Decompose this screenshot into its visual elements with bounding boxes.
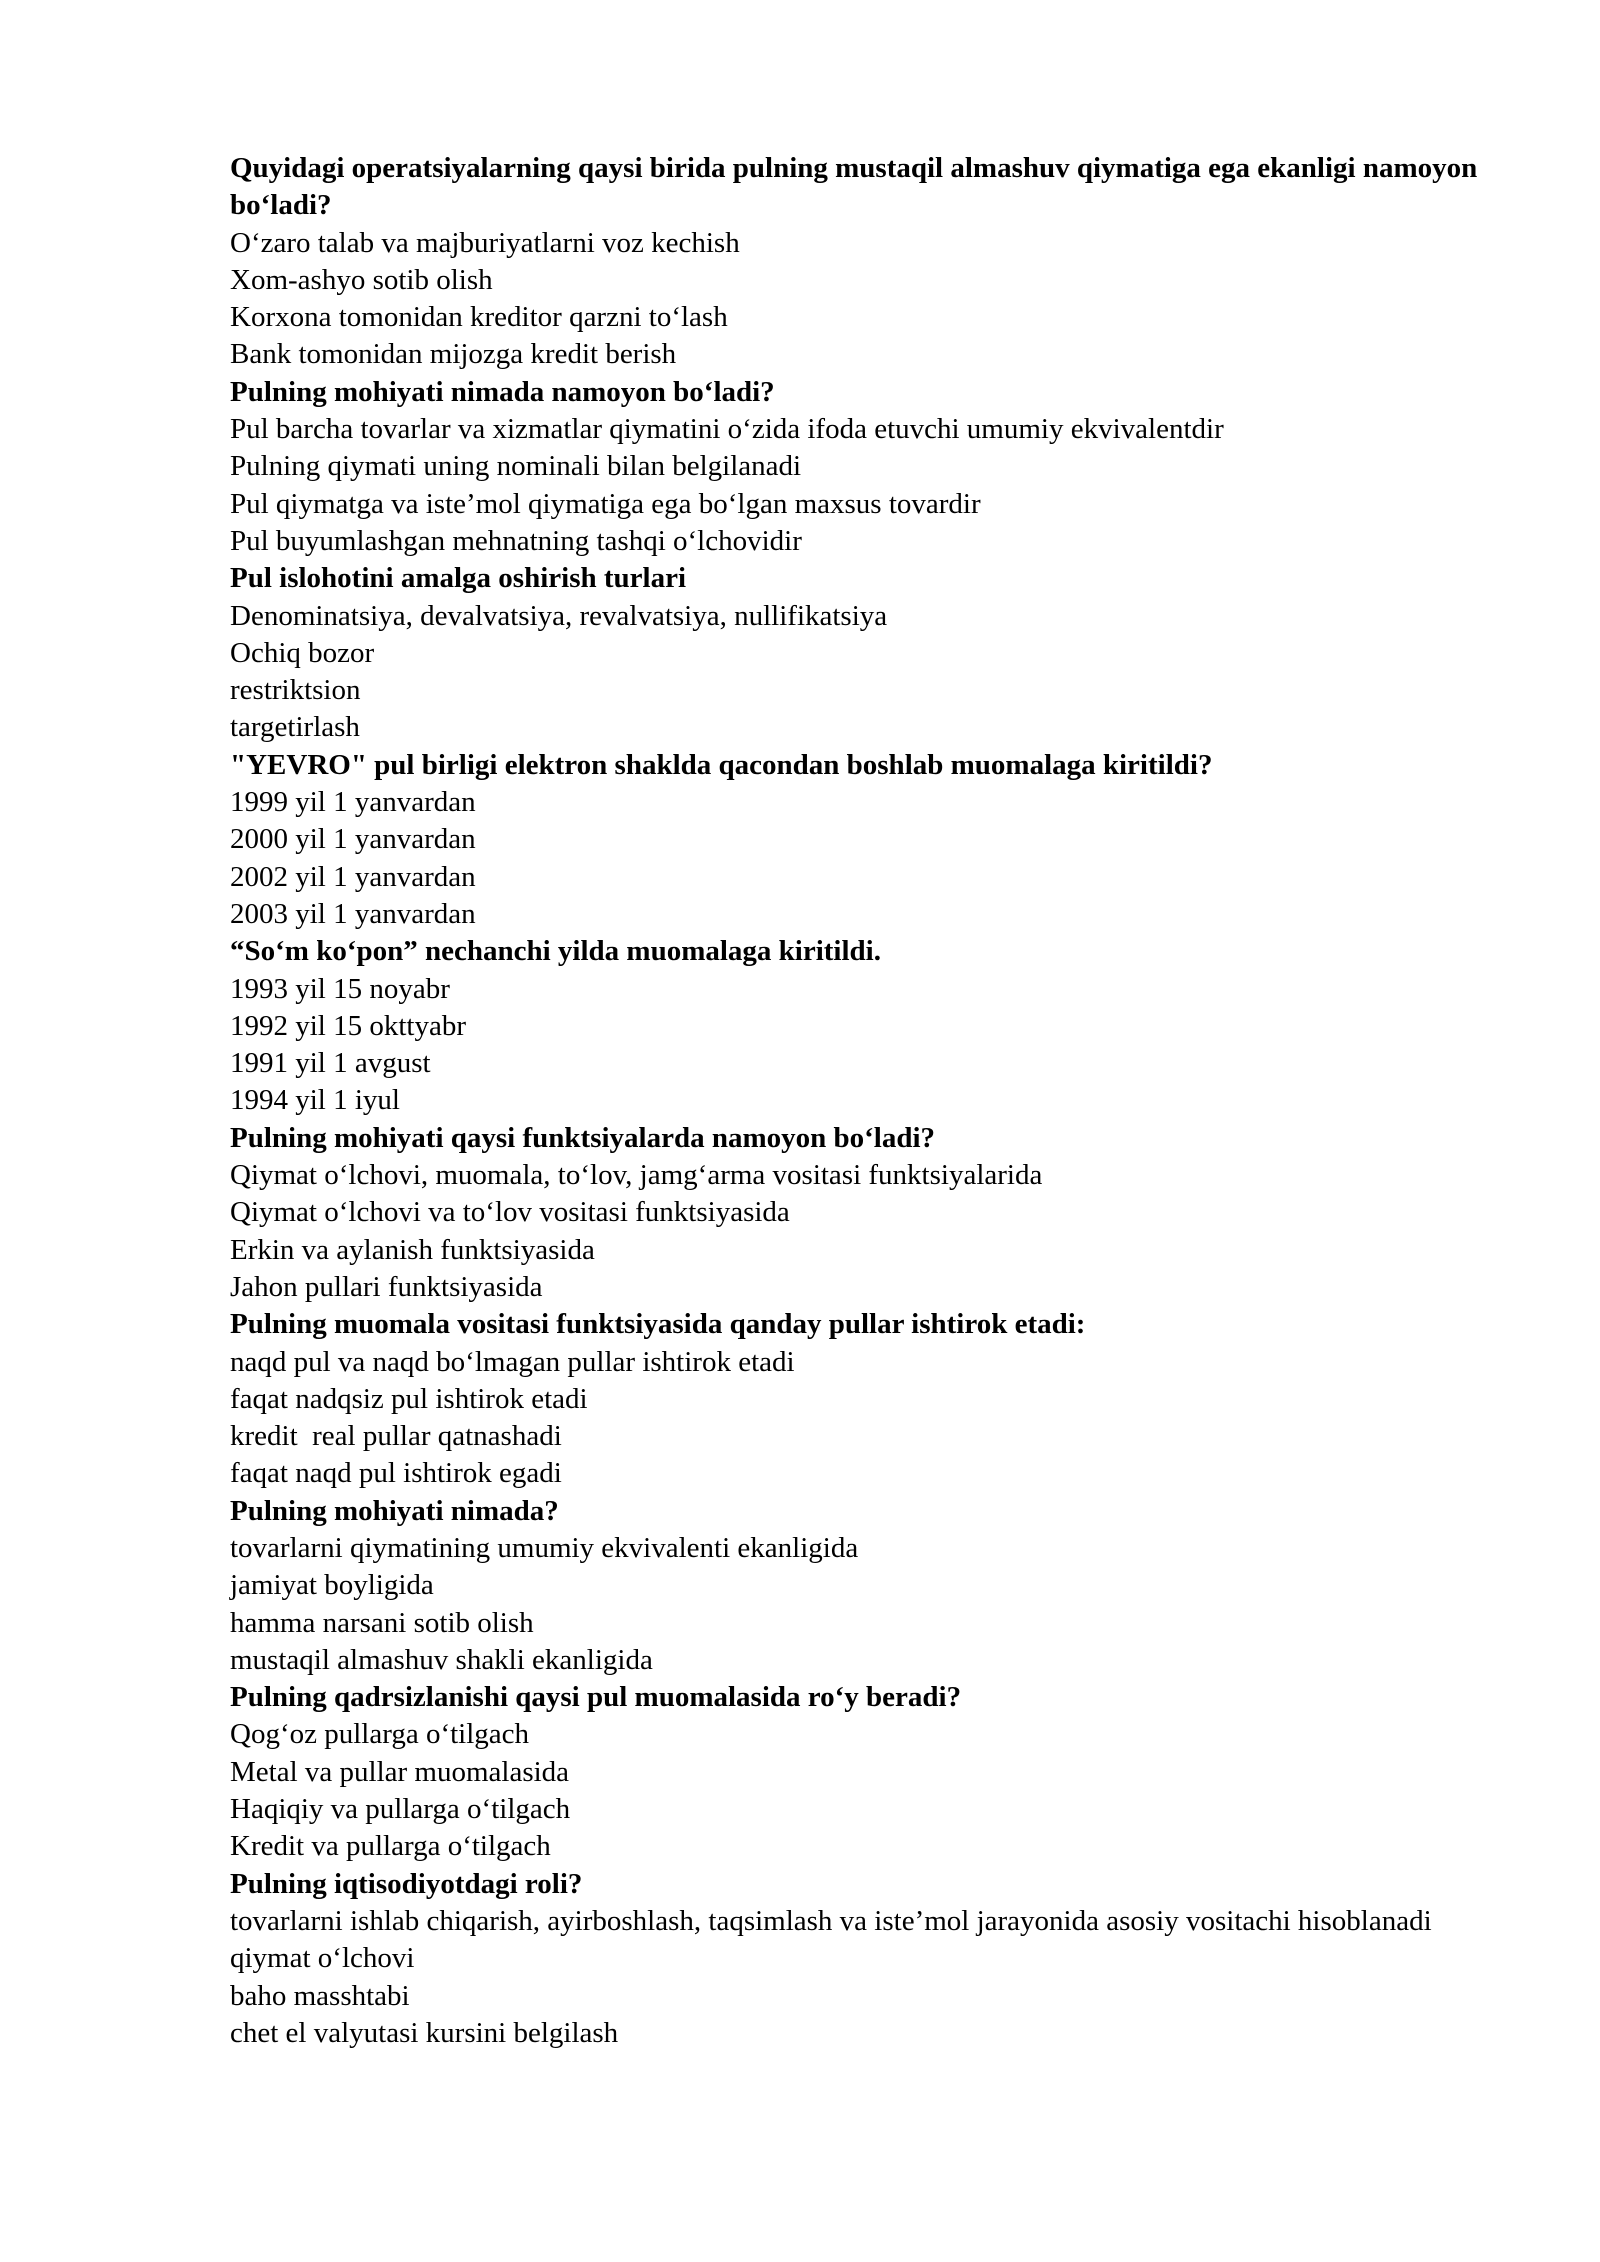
answer-option: tovarlarni qiymatining umumiy ekvivalenti ekanligida [230, 1531, 859, 1564]
answer-option: 2000 yil 1 yanvardan [230, 823, 476, 856]
answer-option: Ochiq bozor [230, 636, 375, 669]
answer-option: Metal va pullar muomalasida [230, 1755, 570, 1788]
answer-option: Bank tomonidan mijozga kredit berish [230, 338, 677, 371]
answer-option: 1994 yil 1 iyul [230, 1084, 400, 1117]
answer-option: Qiymat o‘lchovi va to‘lov vositasi funktsiyasida [230, 1196, 790, 1229]
question-block [230, 560, 1520, 746]
answer-option: Qiymat o‘lchovi, muomala, to‘lov, jamg‘arma vositasi funktsiyalarida [230, 1159, 1043, 1192]
question-block [230, 1866, 1520, 2052]
answer-option: jamiyat boyligida [230, 1569, 434, 1602]
answer-option: mustaqil almashuv shakli ekanligida [230, 1643, 653, 1676]
question-text: Pulning qadrsizlanishi qaysi pul muomalasida ro‘y beradi? [230, 1681, 962, 1714]
answer-option: baho masshtabi [230, 1979, 410, 2012]
answer-option: 2003 yil 1 yanvardan [230, 897, 476, 930]
answer-option: targetirlash [230, 711, 360, 744]
question-text: Pulning mohiyati qaysi funktsiyalarda namoyon bo‘ladi? [230, 1121, 936, 1154]
question-block [230, 150, 1520, 374]
question-block [230, 1679, 1520, 1865]
answer-option: Erkin va aylanish funktsiyasida [230, 1233, 595, 1266]
answer-option: hamma narsani sotib olish [230, 1606, 534, 1639]
answer-option: 1993 yil 15 noyabr [230, 972, 450, 1005]
question-block [230, 747, 1520, 933]
answer-option: tovarlarni ishlab chiqarish, ayirboshlash, taqsimlash va iste’mol jarayonida asosiy vositachi hisoblanadi [230, 1904, 1432, 1937]
document-page [230, 150, 1520, 2052]
answer-option: Pul qiymatga va iste’mol qiymatiga ega bo‘lgan maxsus tovardir [230, 487, 981, 520]
question-block [230, 1120, 1520, 1306]
answer-option: kredit real pullar qatnashadi [230, 1420, 562, 1453]
answer-option: O‘zaro talab va majburiyatlarni voz kechish [230, 226, 740, 259]
answer-option: Xom-ashyo sotib olish [230, 263, 493, 296]
question-text: Quyidagi operatsiyalarning qaysi birida pulning mustaqil almashuv qiymatiga ega ekanligi namoyon bo‘ladi? [230, 152, 1478, 222]
question-text: Pulning muomala vositasi funktsiyasida qanday pullar ishtirok etadi: [230, 1308, 1086, 1341]
answer-option: Kredit va pullarga o‘tilgach [230, 1830, 551, 1863]
answer-option: 1991 yil 1 avgust [230, 1047, 431, 1080]
answer-option: chet el valyutasi kursini belgilash [230, 2016, 619, 2049]
question-text: Pulning iqtisodiyotdagi roli? [230, 1867, 583, 1900]
answer-option: Pul barcha tovarlar va xizmatlar qiymatini o‘zida ifoda etuvchi umumiy ekvivalentdir [230, 413, 1224, 446]
answer-option: Pul buyumlashgan mehnatning tashqi o‘lchovidir [230, 524, 802, 557]
answer-option: faqat naqd pul ishtirok egadi [230, 1457, 562, 1490]
question-text: Pul islohotini amalga oshirish turlari [230, 562, 686, 595]
answer-option: faqat nadqsiz pul ishtirok etadi [230, 1382, 588, 1415]
question-text: "YEVRO" pul birligi elektron shaklda qacondan boshlab muomalaga kiritildi? [230, 748, 1213, 781]
question-block [230, 933, 1520, 1119]
question-block [230, 1306, 1520, 1492]
question-text: Pulning mohiyati nimada namoyon bo‘ladi? [230, 375, 775, 408]
question-text: “So‘m ko‘pon” nechanchi yilda muomalaga kiritildi. [230, 935, 881, 968]
answer-option: restriktsion [230, 674, 361, 707]
answer-option: Qog‘oz pullarga o‘tilgach [230, 1718, 530, 1751]
answer-option: Jahon pullari funktsiyasida [230, 1270, 543, 1303]
answer-option: Korxona tomonidan kreditor qarzni to‘lash [230, 301, 728, 334]
answer-option: Haqiqiy va pullarga o‘tilgach [230, 1793, 571, 1826]
answer-option: 2002 yil 1 yanvardan [230, 860, 476, 893]
answer-option: 1992 yil 15 okttyabr [230, 1009, 467, 1042]
answer-option: qiymat o‘lchovi [230, 1942, 415, 1975]
answer-option: naqd pul va naqd bo‘lmagan pullar ishtirok etadi [230, 1345, 795, 1378]
question-text: Pulning mohiyati nimada? [230, 1494, 559, 1527]
answer-option: Denominatsiya, devalvatsiya, revalvatsiya, nullifikatsiya [230, 599, 888, 632]
question-block [230, 1493, 1520, 1679]
question-block [230, 374, 1520, 560]
answer-option: 1999 yil 1 yanvardan [230, 786, 476, 819]
answer-option: Pulning qiymati uning nominali bilan belgilanadi [230, 450, 802, 483]
